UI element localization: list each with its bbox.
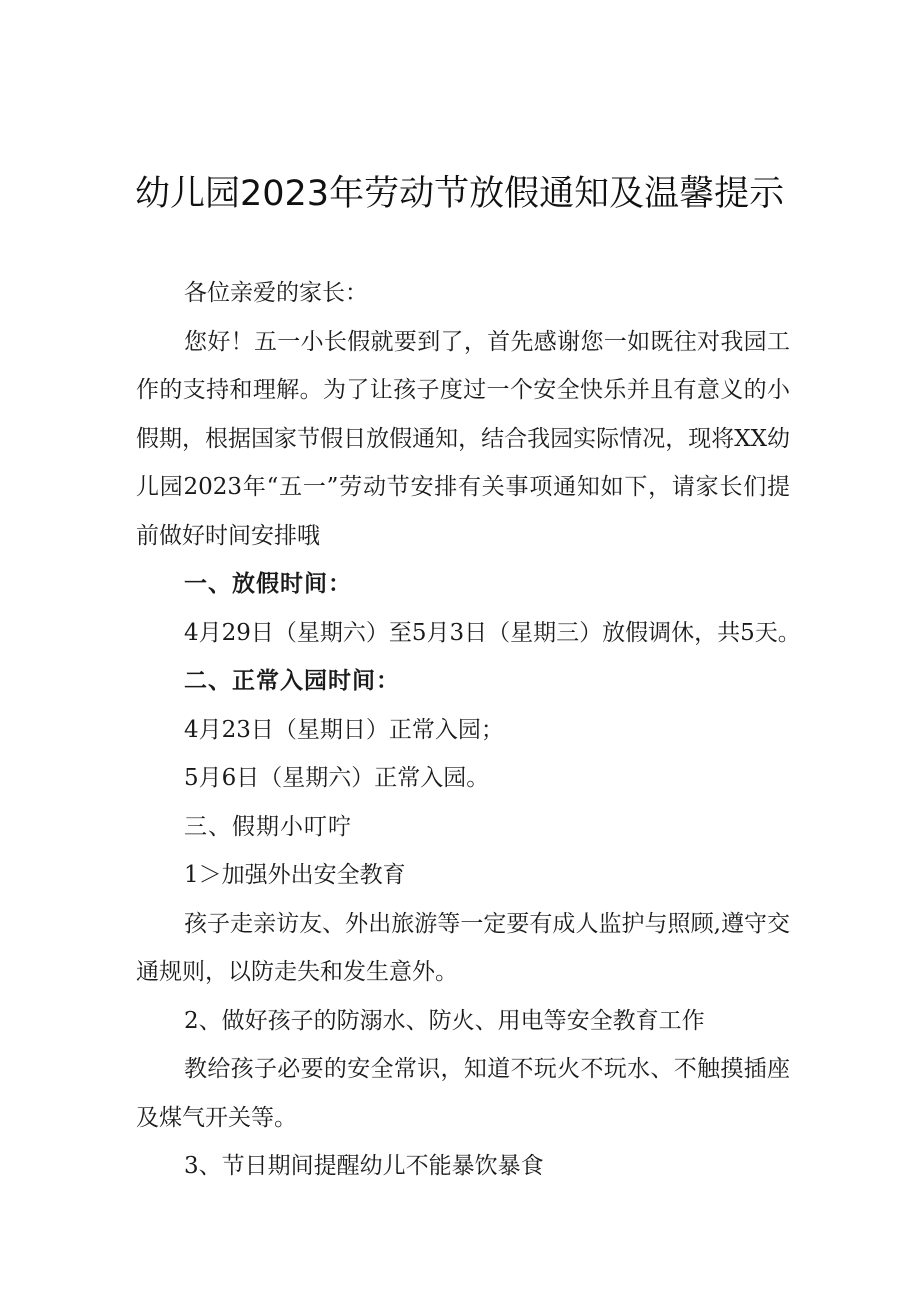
section3-item1-title: 1＞加强外出安全教育	[184, 862, 406, 888]
section2-line2: 5月6日（星期六）正常入园。	[184, 765, 490, 791]
section3-item2-title: 2、做好孩子的防溺水、防火、用电等安全教育工作	[184, 1007, 705, 1034]
section2-heading: 二、正常入园时间：	[184, 668, 400, 694]
section1-heading: 一、放假时间：	[184, 571, 352, 597]
document-title: 幼儿园2023年劳动节放假通知及温馨提示	[135, 174, 785, 214]
section2-line1: 4月23日（星期日）正常入园；	[184, 716, 504, 743]
section3-item2-text: 教给孩子必要的安全常识，知道不玩火不玩水、不触摸插座及煤气开关等。	[136, 1056, 790, 1131]
section1-text: 4月29日（星期六）至5月3日（星期三）放假调休，共5天。	[184, 619, 801, 646]
document-body	[136, 269, 801, 1191]
intro-paragraph: 您好！五一小长假就要到了，首先感谢您一如既往对我园工作的支持和理解。为了让孩子度过一个安全快乐并且有意义的小假期，根据国家节假日放假通知，结合我园实际情况，现将XX幼儿园2023年“五一”劳动节安排有关事项通知如下，请家长们提前做好时间安排哦	[136, 328, 790, 549]
section3-item3-title: 3、节日期间提醒幼儿不能暴饮暴食	[184, 1153, 544, 1179]
greeting: 各位亲爱的家长：	[184, 280, 368, 306]
section3-heading: 三、假期小叮咛	[184, 813, 352, 840]
section3-item1-text: 孩子走亲访友、外出旅游等一定要有成人监护与照顾,遵守交通规则，以防走失和发生意外。	[136, 910, 790, 985]
